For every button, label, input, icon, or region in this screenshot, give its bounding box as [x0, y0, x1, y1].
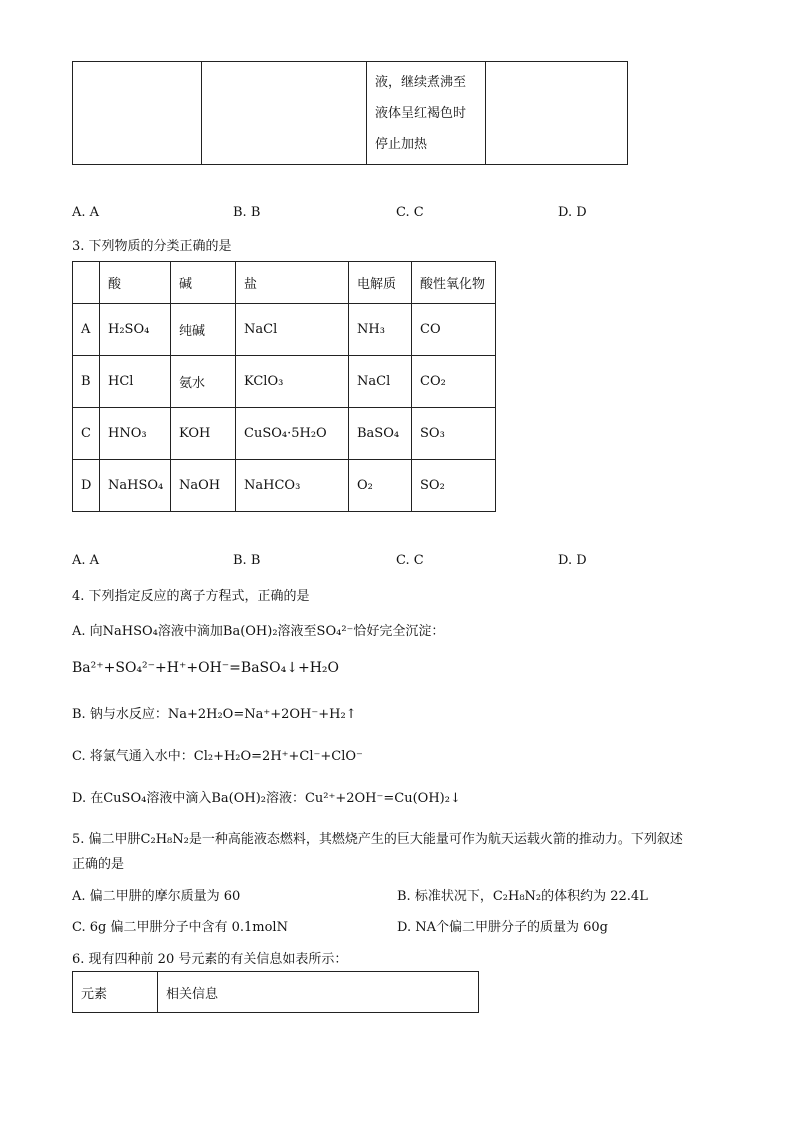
q3-header-cell: 电解质 [349, 262, 412, 304]
q3-header-cell: 酸性氧化物 [412, 262, 496, 304]
q5-stem-line-2: 正确的是 [72, 857, 125, 872]
q3-cell: CO₂ [412, 356, 496, 408]
q4-option-a-equation: Ba²⁺+SO₄²⁻+H⁺+OH⁻=BaSO₄↓+H₂O [72, 660, 339, 676]
q3-option-b[interactable]: B. B [233, 553, 261, 568]
q6-stem: 6. 现有四种前 20 号元素的有关信息如表所示： [72, 952, 348, 967]
top-table-cell-3 [367, 62, 486, 165]
table-row [73, 408, 496, 460]
q3-cell: B [73, 356, 100, 408]
q3-cell: D [73, 460, 100, 512]
q4-option-a[interactable]: A. 向NaHSO₄溶液中滴加Ba(OH)₂溶液至SO₄²⁻恰好完全沉淀： [72, 624, 445, 639]
q2-option-b[interactable]: B. B [233, 205, 261, 220]
q3-option-d[interactable]: D. D [558, 553, 587, 568]
top-table-cell-2 [202, 62, 367, 165]
q6-table [72, 971, 479, 1013]
q3-table [72, 261, 496, 512]
q3-cell: NH₃ [349, 304, 412, 356]
q5-option-d[interactable]: D. NA个偏二甲肼分子的质量为 60g [397, 920, 608, 935]
q3-cell: HNO₃ [100, 408, 171, 460]
q3-header-cell: 盐 [236, 262, 349, 304]
q5-option-a[interactable]: A. 偏二甲肼的摩尔质量为 60 [72, 889, 241, 904]
table-row [73, 356, 496, 408]
q3-cell: SO₂ [412, 460, 496, 512]
q2-option-d[interactable]: D. D [558, 205, 587, 220]
q3-cell: BaSO₄ [349, 408, 412, 460]
q3-cell: NaCl [236, 304, 349, 356]
q3-option-c[interactable]: C. C [396, 553, 424, 568]
q3-cell: CuSO₄·5H₂O [236, 408, 349, 460]
q3-header-row [73, 262, 496, 304]
q3-cell: C [73, 408, 100, 460]
q3-cell: CO [412, 304, 496, 356]
q3-header-cell: 酸 [100, 262, 171, 304]
q3-cell: KClO₃ [236, 356, 349, 408]
q6-header-cell: 相关信息 [158, 972, 479, 1013]
q3-cell: NaHCO₃ [236, 460, 349, 512]
q2-option-c[interactable]: C. C [396, 205, 424, 220]
q2-option-a[interactable]: A. A [72, 205, 100, 220]
q4-option-c[interactable]: C. 将氯气通入水中：Cl₂+H₂O=2H⁺+Cl⁻+ClO⁻ [72, 749, 363, 764]
q2-options [72, 205, 672, 223]
top-table-cell-1 [73, 62, 202, 165]
top-table [72, 61, 628, 165]
q3-cell: O₂ [349, 460, 412, 512]
top-table-line: 液体呈红褐色时 [375, 105, 467, 121]
q3-cell: H₂SO₄ [100, 304, 171, 356]
q3-cell: 氨水 [171, 356, 236, 408]
q3-header-cell [73, 262, 100, 304]
q3-cell: 纯碱 [171, 304, 236, 356]
table-row [73, 460, 496, 512]
top-table-line: 停止加热 [375, 136, 428, 152]
q3-cell: NaHSO₄ [100, 460, 171, 512]
top-table-cell-4 [486, 62, 628, 165]
q6-header-row [73, 972, 479, 1013]
q3-cell: HCl [100, 356, 171, 408]
q3-cell: SO₃ [412, 408, 496, 460]
q3-header-cell: 碱 [171, 262, 236, 304]
q3-option-a[interactable]: A. A [72, 553, 100, 568]
q3-options [72, 553, 672, 571]
q3-stem: 3. 下列物质的分类正确的是 [72, 239, 232, 254]
q5-stem-line-1: 5. 偏二甲肼C₂H₈N₂是一种高能液态燃料，其燃烧产生的巨大能量可作为航天运载火箭的推动力。下列叙述 [72, 832, 683, 847]
top-table-line: 液，继续煮沸至 [375, 74, 467, 90]
q3-cell: KOH [171, 408, 236, 460]
q5-option-b[interactable]: B. 标准状况下，C₂H₈N₂的体积约为 22.4L [397, 889, 648, 904]
q5-option-c[interactable]: C. 6g 偏二甲肼分子中含有 0.1molN [72, 920, 288, 935]
q4-stem: 4. 下列指定反应的离子方程式，正确的是 [72, 589, 310, 604]
table-row [73, 304, 496, 356]
q3-cell: A [73, 304, 100, 356]
q3-cell: NaOH [171, 460, 236, 512]
q4-option-d[interactable]: D. 在CuSO₄溶液中滴入Ba(OH)₂溶液：Cu²⁺+2OH⁻=Cu(OH)₂↓ [72, 791, 461, 806]
q3-cell: NaCl [349, 356, 412, 408]
q4-option-b[interactable]: B. 钠与水反应：Na+2H₂O=Na⁺+2OH⁻+H₂↑ [72, 707, 357, 722]
q6-header-cell: 元素 [73, 972, 158, 1013]
